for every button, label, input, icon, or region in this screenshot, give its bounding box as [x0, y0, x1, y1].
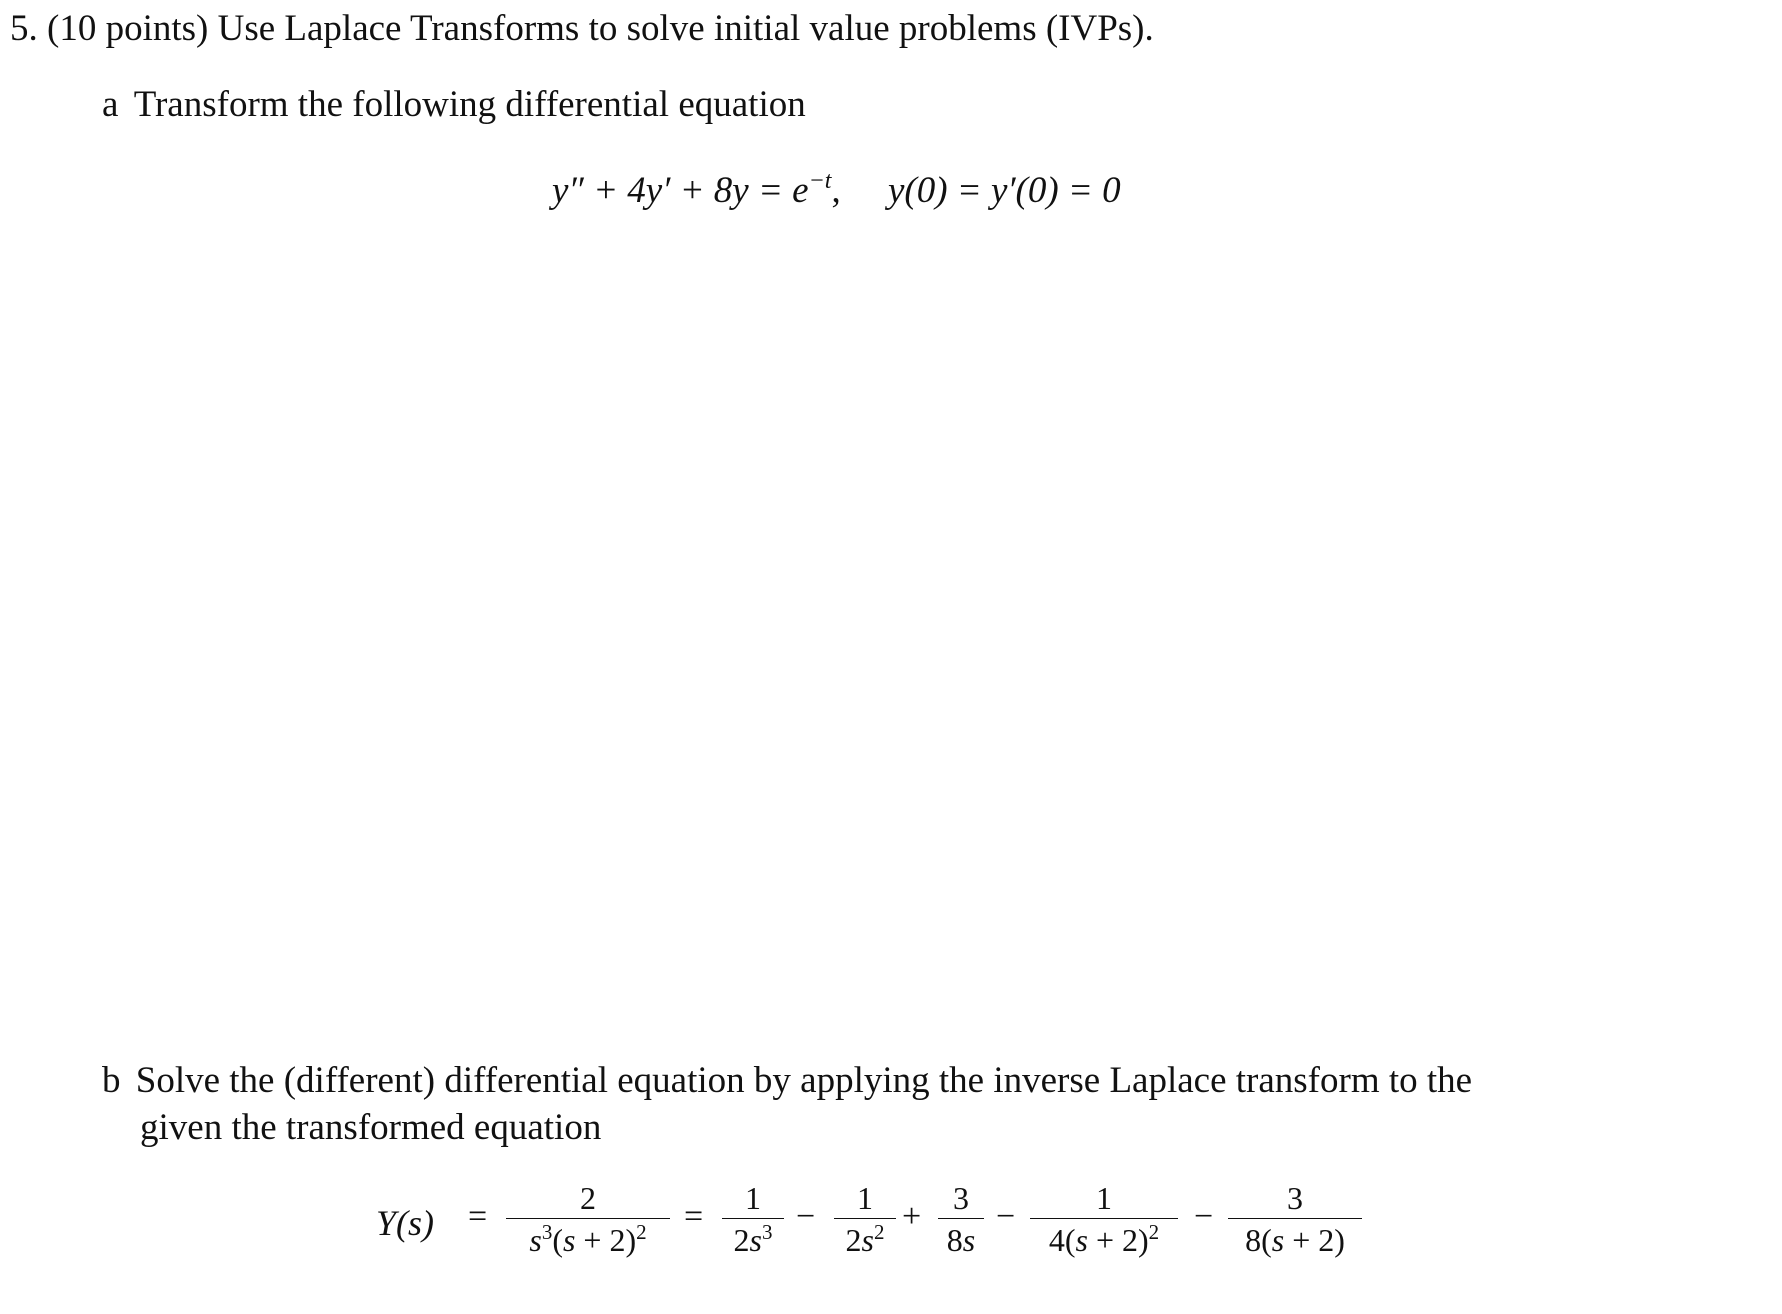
- part-a-text: Transform the following differential equation: [133, 84, 806, 125]
- initial-conditions: y(0) = y′(0) = 0: [887, 170, 1121, 211]
- part-b-prompt-cont: [140, 1105, 601, 1151]
- fraction-1: [506, 1178, 670, 1261]
- problem-number: 5.: [10, 8, 38, 49]
- part-a-prompt: [102, 82, 806, 128]
- fraction-6-denominator: 8(s + 2): [1245, 1222, 1345, 1258]
- part-b-text-line1: Solve the (different) differential equation by applying the inverse Laplace transform to the: [135, 1060, 1473, 1101]
- fraction-4-numerator: 3: [953, 1180, 969, 1216]
- fraction-1-denominator: $s^3(s + 2)^2$: [529, 1220, 647, 1258]
- y-of-s: [376, 1200, 434, 1246]
- fraction-6: [1228, 1178, 1362, 1261]
- operator-minus-3: −: [1194, 1198, 1214, 1235]
- fraction-3-numerator: 1: [857, 1180, 873, 1216]
- part-a-label: a: [102, 84, 119, 125]
- ode-separator: ,: [831, 170, 841, 211]
- operator-plus: +: [902, 1198, 922, 1235]
- equals-sign-1: =: [468, 1198, 488, 1235]
- ode-left: y″ + 4y′ + 8y = e: [552, 170, 809, 211]
- fraction-4-denominator: 8s: [946, 1222, 976, 1258]
- problem-instruction: Use Laplace Transforms to solve initial value problems (IVPs).: [217, 8, 1154, 49]
- fraction-2: [722, 1178, 784, 1261]
- fraction-2-numerator: 1: [745, 1180, 761, 1216]
- fraction-5: [1030, 1178, 1178, 1261]
- fraction-5-denominator: $4(s + 2)^2$: [1048, 1220, 1160, 1258]
- problem-points: (10 points): [47, 8, 209, 49]
- fraction-1-numerator: 2: [580, 1180, 596, 1216]
- fraction-2-denominator: $2s^3$: [733, 1220, 773, 1258]
- equals-sign-2: =: [684, 1198, 704, 1235]
- lhs: Y(s): [376, 1203, 435, 1243]
- part-b-prompt: [102, 1058, 1472, 1104]
- fraction-3: [834, 1178, 896, 1261]
- part-b-label: b: [102, 1060, 121, 1101]
- problem-header: [10, 6, 1154, 52]
- ode-exponent: −t: [808, 168, 832, 194]
- operator-minus-2: −: [996, 1198, 1016, 1235]
- part-b-text-line2: given the transformed equation: [140, 1107, 602, 1148]
- fraction-6-numerator: 3: [1287, 1180, 1303, 1216]
- ode-equation: [552, 168, 1121, 214]
- fraction-3-denominator: $2s^2$: [845, 1220, 885, 1258]
- fraction-4: [938, 1178, 984, 1261]
- fraction-5-numerator: 1: [1096, 1180, 1112, 1216]
- operator-minus-1: −: [796, 1198, 816, 1235]
